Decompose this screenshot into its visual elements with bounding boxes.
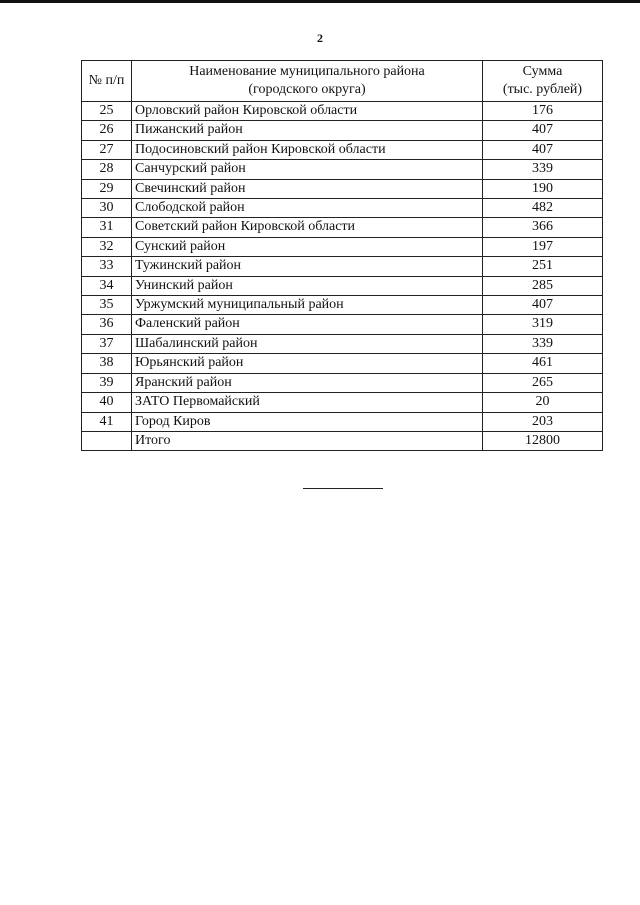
table-row [82, 373, 603, 392]
table-row [82, 315, 603, 334]
district-name: Юрьянский район [132, 354, 483, 373]
amount: 461 [483, 354, 603, 373]
row-number [82, 431, 132, 450]
district-name: Уржумский муниципальный район [132, 296, 483, 315]
district-name: Итого [132, 431, 483, 450]
table-row [82, 102, 603, 121]
row-number: 34 [82, 276, 132, 295]
header-sum [483, 61, 603, 102]
district-name: Сунский район [132, 237, 483, 256]
amount: 197 [483, 237, 603, 256]
amount: 190 [483, 179, 603, 198]
row-number: 26 [82, 121, 132, 140]
table-body [82, 102, 603, 451]
row-number: 32 [82, 237, 132, 256]
table-row [82, 199, 603, 218]
district-name: Свечинский район [132, 179, 483, 198]
amount: 319 [483, 315, 603, 334]
district-name: Шабалинский район [132, 334, 483, 353]
row-number: 40 [82, 393, 132, 412]
row-number: 37 [82, 334, 132, 353]
row-number: 35 [82, 296, 132, 315]
amount: 265 [483, 373, 603, 392]
header-sum-line1: Сумма [522, 64, 563, 79]
amount: 482 [483, 199, 603, 218]
row-number: 28 [82, 160, 132, 179]
table-row [82, 412, 603, 431]
row-number: 36 [82, 315, 132, 334]
row-number: 38 [82, 354, 132, 373]
page-number: 2 [317, 31, 323, 45]
amount: 251 [483, 257, 603, 276]
amount: 285 [483, 276, 603, 295]
table-row [82, 257, 603, 276]
total-row [82, 431, 603, 450]
district-name: Подосиновский район Кировской области [132, 140, 483, 159]
header-district-name [132, 61, 483, 102]
header-district-name-line2: (городского округа) [248, 82, 366, 97]
district-name: ЗАТО Первомайский [132, 393, 483, 412]
amount: 407 [483, 121, 603, 140]
district-name: Советский район Кировской области [132, 218, 483, 237]
table-row [82, 276, 603, 295]
district-name: Унинский район [132, 276, 483, 295]
row-number: 41 [82, 412, 132, 431]
header-district-name-line1: Наименование муниципального района [189, 64, 425, 79]
row-number: 25 [82, 102, 132, 121]
district-name: Орловский район Кировской области [132, 102, 483, 121]
district-name: Санчурский район [132, 160, 483, 179]
district-name: Слободской район [132, 199, 483, 218]
amount: 12800 [483, 431, 603, 450]
district-name: Город Киров [132, 412, 483, 431]
table-row [82, 354, 603, 373]
allocation-table [81, 60, 603, 451]
top-border-line [0, 0, 640, 3]
row-number: 31 [82, 218, 132, 237]
amount: 203 [483, 412, 603, 431]
end-separator-line [303, 488, 383, 489]
district-name: Яранский район [132, 373, 483, 392]
district-name: Пижанский район [132, 121, 483, 140]
table-row [82, 160, 603, 179]
amount: 339 [483, 334, 603, 353]
amount: 176 [483, 102, 603, 121]
district-name: Тужинский район [132, 257, 483, 276]
header-sum-line2: (тыс. рублей) [502, 82, 583, 97]
amount: 407 [483, 140, 603, 159]
table-row [82, 237, 603, 256]
amount: 339 [483, 160, 603, 179]
row-number: 27 [82, 140, 132, 159]
table-row [82, 179, 603, 198]
table-row [82, 140, 603, 159]
table-header-row [82, 61, 603, 102]
row-number: 30 [82, 199, 132, 218]
row-number: 29 [82, 179, 132, 198]
table-row [82, 296, 603, 315]
amount: 20 [483, 393, 603, 412]
header-number: № п/п [82, 61, 132, 102]
table-row [82, 218, 603, 237]
table-row [82, 393, 603, 412]
amount: 366 [483, 218, 603, 237]
table-row [82, 121, 603, 140]
amount: 407 [483, 296, 603, 315]
district-name: Фаленский район [132, 315, 483, 334]
row-number: 33 [82, 257, 132, 276]
row-number: 39 [82, 373, 132, 392]
table-row [82, 334, 603, 353]
